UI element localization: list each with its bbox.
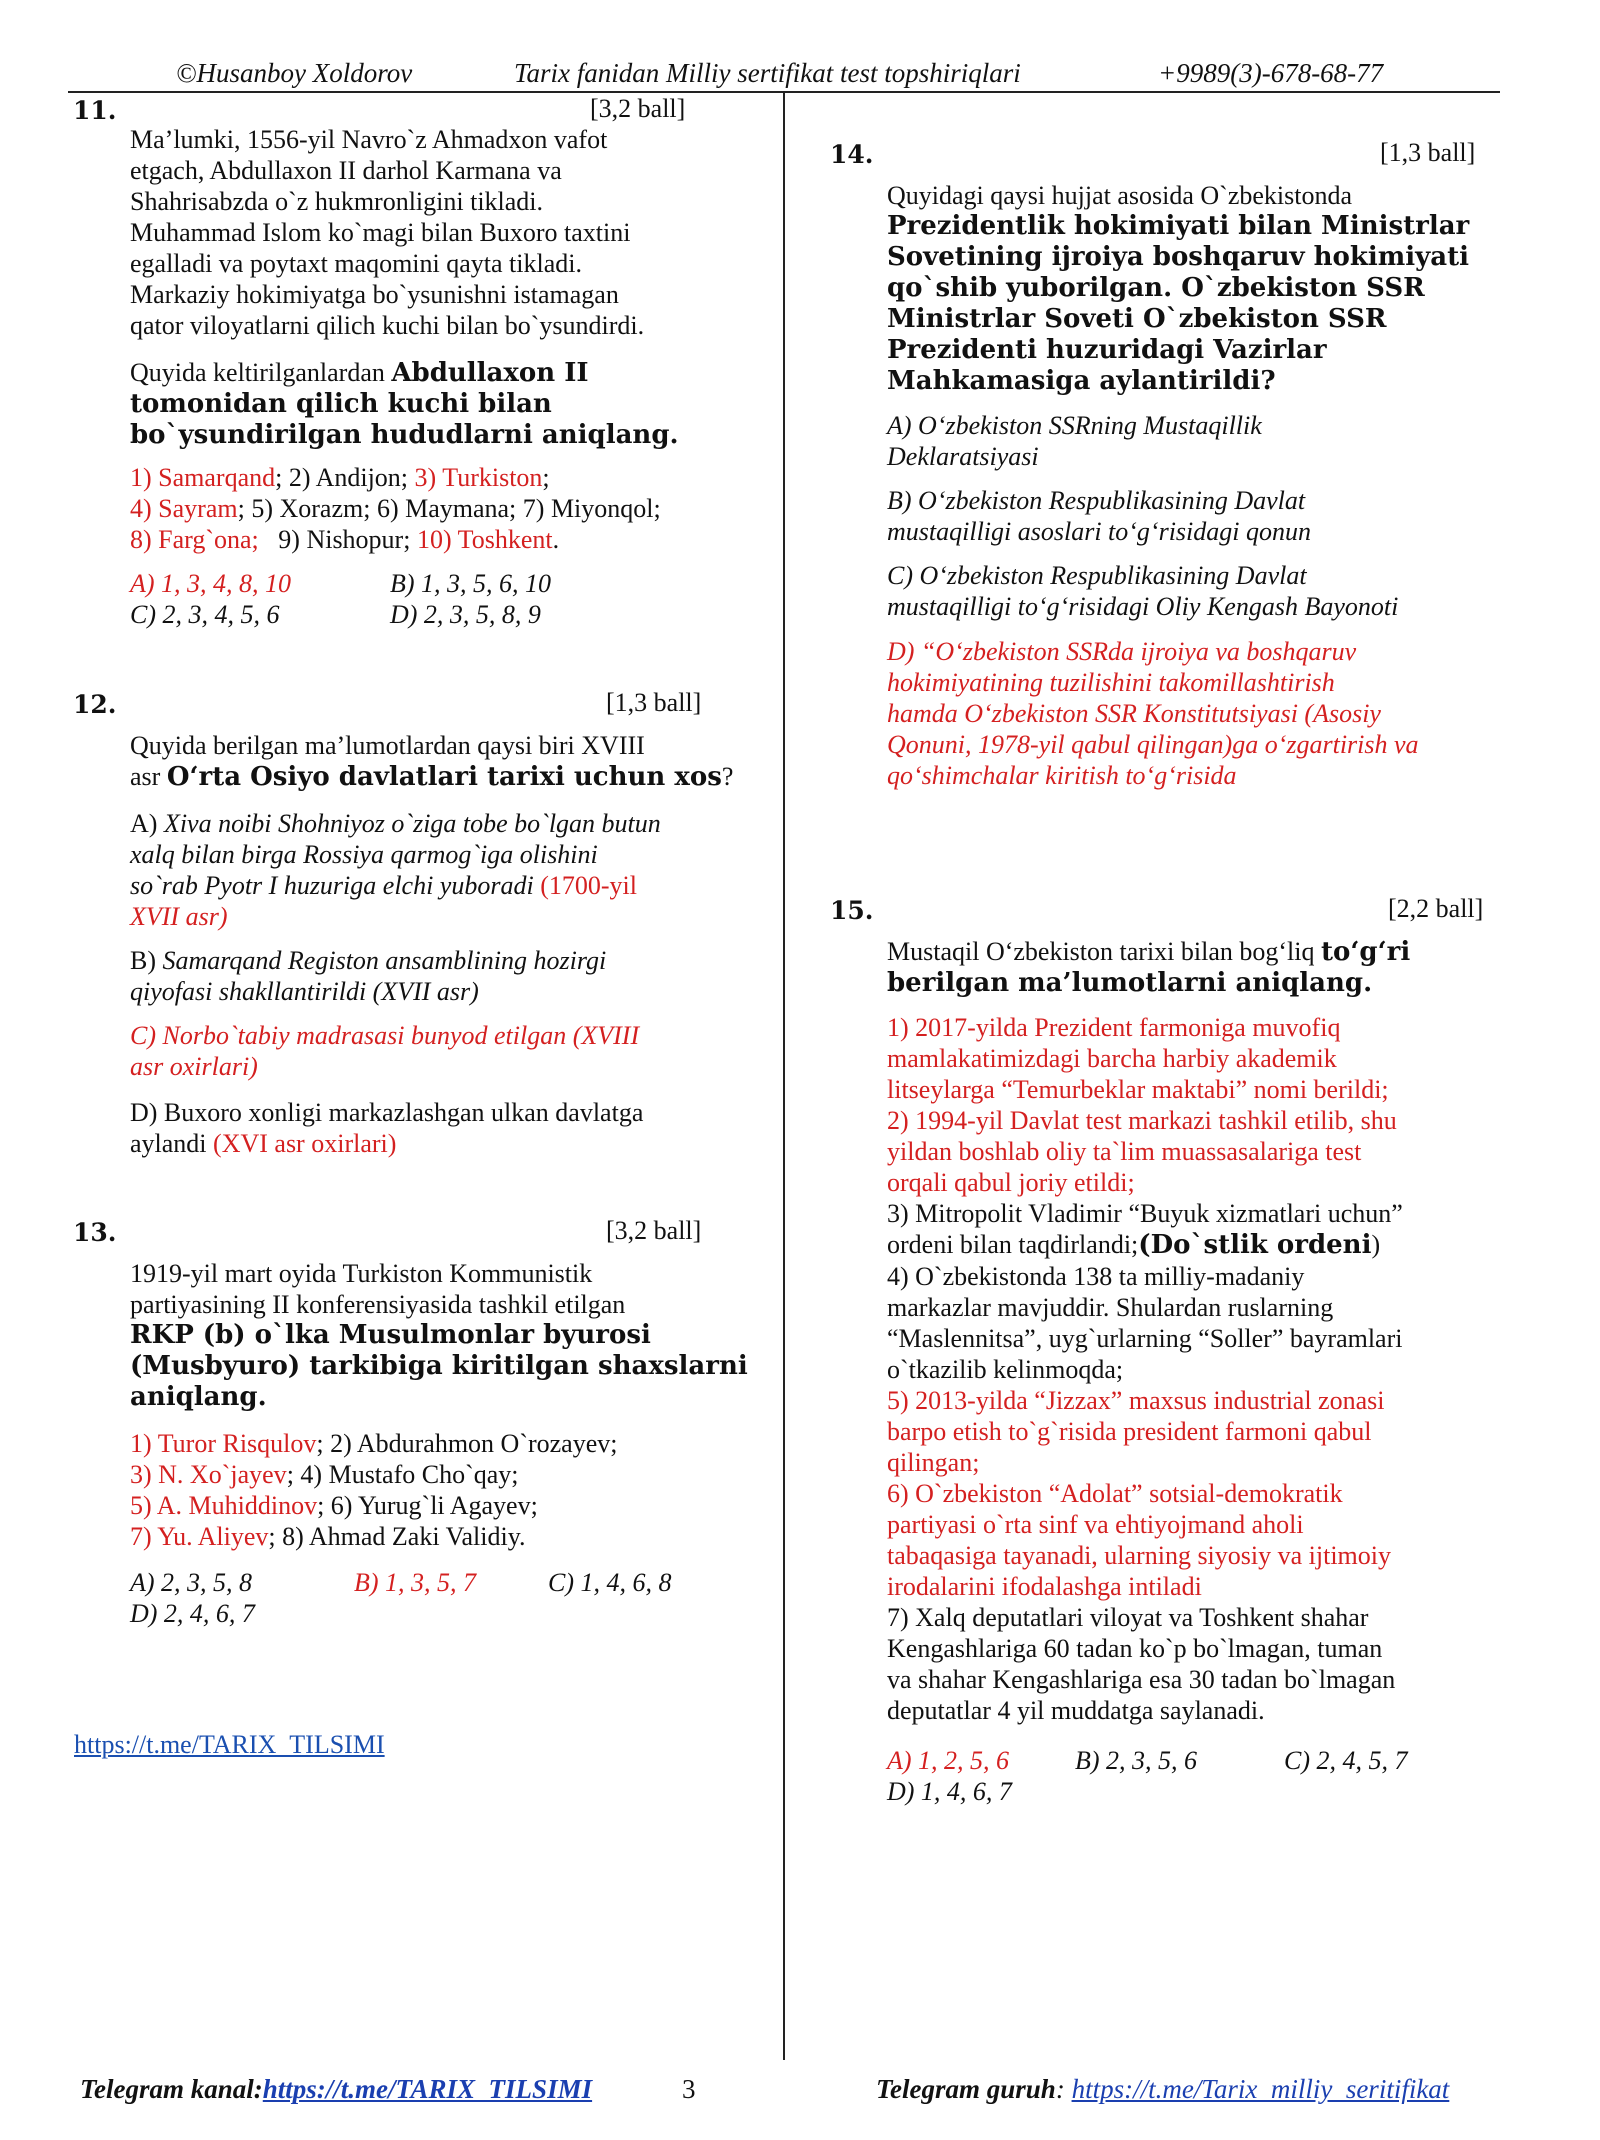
option-text: hokimiyatining tuzilishini takomillashtirish (887, 668, 1335, 697)
option-c[interactable] (887, 560, 1398, 622)
list-item: ; (542, 463, 550, 492)
option-c[interactable]: C) 1, 4, 6, 8 (548, 1568, 672, 1597)
option-text: aylandi (130, 1129, 214, 1158)
list-item: ; 4) Mustafo Cho`qay; (286, 1460, 519, 1489)
statement-line: irodalarini ifodalashga intiladi (887, 1572, 1202, 1601)
option-d[interactable] (887, 636, 1419, 791)
prompt-bold: Mahkamasiga aylantirildi? (887, 366, 1276, 396)
list-item: ; 8) Ahmad Zaki Validiy. (268, 1522, 526, 1551)
prompt-bold: O‘rta Osiyo davlatlari tarixi uchun xos (166, 762, 722, 792)
statement-line: 6) O`zbekiston “Adolat” sotsial-demokratik (887, 1479, 1343, 1508)
question-13-number: 13. (73, 1218, 117, 1247)
option-c[interactable]: C) 2, 4, 5, 7 (1284, 1746, 1408, 1775)
prompt-bold: Abdullaxon II (391, 358, 589, 388)
list-item: 10) Toshkent (416, 525, 553, 554)
prompt-bold: Prezidentlik hokimiyati bilan Ministrlar (887, 211, 1470, 241)
statement-line: deputatlar 4 yil muddatga saylanadi. (887, 1696, 1265, 1725)
option-note: (1700-yil (540, 871, 637, 900)
question-14-number: 14. (830, 140, 874, 169)
list-item: 8) Farg`ona; (130, 525, 259, 554)
option-note: (XVI asr oxirlari) (213, 1129, 397, 1158)
option-text: qo‘shimchalar kiritish to‘g‘risida (887, 761, 1237, 790)
list-item: ; 2) Abdurahmon O`rozayev; (316, 1429, 618, 1458)
question-11-items (130, 462, 661, 555)
option-a[interactable]: A) 1, 2, 5, 6 (887, 1746, 1010, 1775)
statement-line: 7) Xalq deputatlari viloyat va Toshkent shahar (887, 1603, 1369, 1632)
question-15-statements (887, 1012, 1403, 1726)
statement-line: 2) 1994-yil Davlat test markazi tashkil etilib, shu (887, 1106, 1397, 1135)
question-13-items (130, 1428, 617, 1552)
question-13-prompt (130, 1258, 748, 1413)
option-label: B) (130, 946, 163, 975)
question-13-score: [3,2 ball] (606, 1216, 702, 1245)
list-item: 1) Samarqand (130, 463, 276, 492)
option-a[interactable] (887, 410, 1262, 472)
question-15-prompt (887, 936, 1410, 999)
prompt-bold: aniqlang. (130, 1382, 267, 1412)
option-text: C) Norbo`tabiy madrasasi bunyod etilgan (XVIII (130, 1021, 640, 1050)
prompt-text: Mustaqil O‘zbekiston tarixi bilan bog‘liq (887, 937, 1321, 966)
footer-channel (80, 2074, 592, 2105)
footer-group-link[interactable]: https://t.me/Tarix_milliy_seritifikat (1071, 2074, 1450, 2104)
statement-line: “Maslennitsa”, uyg`urlarning “Soller” bayramlari (887, 1324, 1403, 1353)
option-text: A) O‘zbekiston SSRning Mustaqillik (887, 411, 1262, 440)
statement-line: ordeni bilan taqdirlandi; (887, 1230, 1139, 1259)
prompt-bold: bo`ysundirilgan hududlarni aniqlang. (130, 420, 679, 450)
list-item: ; 5) Xorazm; 6) Maymana; 7) Miyonqol; (237, 494, 661, 523)
option-b[interactable]: B) 2, 3, 5, 6 (1075, 1746, 1198, 1775)
option-text: Samarqand Registon ansamblining hozirgi (162, 946, 607, 975)
prompt-text: partiyasining II konferensiyasida tashkil etilgan (130, 1290, 626, 1319)
telegram-link[interactable]: https://t.me/TARIX_TILSIMI (74, 1730, 385, 1759)
option-b[interactable]: B) 1, 3, 5, 6, 10 (390, 569, 552, 598)
prompt-bold: Sovetining ijroiya boshqaruv hokimiyati (887, 242, 1469, 272)
page-number: 3 (682, 2074, 696, 2104)
option-text: so`rab Pyotr I huzuriga elchi yuboradi (130, 871, 541, 900)
list-item: 4) Sayram (130, 494, 238, 523)
context-line: qator viloyatlarni qilich kuchi bilan bo`ysundirdi. (130, 311, 645, 340)
list-item: ; 2) Andijon; (275, 463, 415, 492)
question-14-prompt (887, 180, 1469, 397)
prompt-bold: Prezidenti huzuridagi Vazirlar (887, 335, 1327, 365)
prompt-bold: to‘g‘ri (1321, 937, 1411, 967)
statement-line: Kengashlariga 60 tadan ko`p bo`lmagan, tuman (887, 1634, 1383, 1663)
prompt-bold: qo`shib yuborilgan. O`zbekiston SSR (887, 273, 1425, 303)
statement-line: qilingan; (887, 1448, 980, 1477)
statement-line: 4) O`zbekistonda 138 ta milliy-madaniy (887, 1262, 1305, 1291)
list-item: 7) Yu. Aliyev (130, 1522, 269, 1551)
context-line: Ma’lumki, 1556-yil Navro`z Ahmadxon vafot (130, 125, 608, 154)
prompt-bold: (Musbyuro) tarkibiga kiritilgan shaxslarni (130, 1351, 748, 1381)
context-line: Markaziy hokimiyatga bo`ysunishni istamagan (130, 280, 619, 309)
option-text: B) O‘zbekiston Respublikasining Davlat (887, 486, 1306, 515)
question-14-score: [1,3 ball] (1380, 138, 1476, 167)
option-text: Deklaratsiyasi (887, 442, 1039, 471)
statement-line: mamlakatimizdagi barcha harbiy akademik (887, 1044, 1337, 1073)
statement-line: orqali qabul joriy etildi; (887, 1168, 1135, 1197)
option-text: mustaqilligi asoslari to‘g‘risidagi qonun (887, 517, 1311, 546)
question-15-score: [2,2 ball] (1388, 894, 1484, 923)
statement-line: o`tkazilib kelinmoqda; (887, 1355, 1124, 1384)
option-a[interactable]: A) 1, 3, 4, 8, 10 (130, 569, 292, 598)
list-item: 3) N. Xo`jayev (130, 1460, 287, 1489)
footer-channel-link[interactable]: https://t.me/TARIX_TILSIMI (262, 2074, 593, 2104)
list-item: 5) A. Muhiddinov (130, 1491, 318, 1520)
option-c[interactable]: C) 2, 3, 4, 5, 6 (130, 600, 280, 629)
question-12-prompt (130, 730, 733, 793)
context-line: egalladi va poytaxt maqomini qayta tikladi. (130, 249, 582, 278)
footer-group-colon: : (1055, 2074, 1072, 2104)
option-text: xalq bilan birga Rossiya qarmog`iga olishini (130, 840, 598, 869)
option-text: D) Buxoro xonligi markazlashgan ulkan davlatga (130, 1098, 644, 1127)
option-text: Xiva noibi Shohniyoz o`ziga tobe bo`lgan butun (163, 809, 661, 838)
option-text: C) O‘zbekiston Respublikasining Davlat (887, 561, 1307, 590)
option-d[interactable]: D) 2, 4, 6, 7 (130, 1599, 255, 1628)
option-b[interactable] (130, 945, 606, 1007)
statement-line: ) (1371, 1230, 1381, 1259)
prompt-bold: tomonidan qilich kuchi bilan (130, 389, 552, 419)
option-text: qiyofasi shakllantirildi (XVII asr) (130, 977, 479, 1006)
statement-line: 1) 2017-yilda Prezident farmoniga muvofiq (887, 1013, 1341, 1042)
statement-line: tabaqasiga tayanadi, ularning siyosiy va ijtimoiy (887, 1541, 1392, 1570)
question-15-number: 15. (830, 896, 874, 925)
context-line: Shahrisabzda o`z hukmronligini tikladi. (130, 187, 544, 216)
statement-line: partiyasi o`rta sinf va ehtiyojmand aholi (887, 1510, 1304, 1539)
statement-line: litseylarga “Temurbeklar maktabi” nomi berildi; (887, 1075, 1389, 1104)
prompt-text: Quyida keltirilganlardan (130, 358, 392, 387)
header-author: ©Husanboy Xoldorov (176, 58, 413, 88)
statement-line: barpo etish to`g`risida president farmoni qabul (887, 1417, 1372, 1446)
option-b[interactable]: B) 1, 3, 5, 7 (354, 1568, 477, 1597)
prompt-text: asr (130, 762, 167, 791)
header-phone: +9989(3)-678-68-77 (1158, 58, 1384, 88)
question-12-score: [1,3 ball] (606, 688, 702, 717)
footer-group-label: Telegram guruh (876, 2074, 1056, 2104)
prompt-text: ? (721, 762, 734, 791)
option-text: asr oxirlari) (130, 1052, 258, 1081)
question-11-prompt (130, 357, 679, 451)
question-12-number: 12. (73, 690, 117, 719)
prompt-bold: berilgan ma’lumotlarni aniqlang. (887, 968, 1373, 998)
option-d[interactable] (130, 1097, 643, 1159)
context-line: Muhammad Islom ko`magi bilan Buxoro taxtini (130, 218, 631, 247)
footer-channel-label: Telegram kanal: (80, 2074, 263, 2104)
footer-group (876, 2074, 1449, 2105)
statement-line: markazlar mavjuddir. Shulardan ruslarning (887, 1293, 1334, 1322)
prompt-text: Quyidagi qaysi hujjat asosida O`zbekistonda (887, 181, 1353, 210)
column-divider (783, 92, 785, 2060)
list-item: . (552, 525, 560, 554)
list-item: 3) Turkiston (414, 463, 543, 492)
option-a[interactable]: A) 2, 3, 5, 8 (130, 1568, 253, 1597)
list-item: 9) Nishopur; (258, 525, 417, 554)
option-note: XVII asr) (130, 902, 228, 931)
list-item: ; 6) Yurug`li Agayev; (317, 1491, 538, 1520)
statement-line: va shahar Kengashlariga esa 30 tadan bo`lmagan (887, 1665, 1396, 1694)
option-text: hamda O‘zbekiston SSR Konstitutsiyasi (Asosiy (887, 699, 1381, 728)
prompt-text: Quyida berilgan ma’lumotlardan qaysi biri XVIII (130, 731, 645, 760)
option-d[interactable]: D) 1, 4, 6, 7 (887, 1777, 1012, 1806)
option-text: Qonuni, 1978-yil qabul qilingan)ga o‘zgartirish va (887, 730, 1419, 759)
option-c[interactable] (130, 1020, 639, 1082)
option-text: mustaqilligi to‘g‘risidagi Oliy Kengash Bayonoti (887, 592, 1399, 621)
prompt-bold: Ministrlar Soveti O`zbekiston SSR (887, 304, 1387, 334)
question-11-number: 11. (73, 96, 117, 125)
list-item: 1) Turor Risqulov (130, 1429, 317, 1458)
option-a[interactable] (130, 808, 661, 932)
statement-line: yildan boshlab oliy ta`lim muassasalariga test (887, 1137, 1362, 1166)
option-label: A) (130, 809, 164, 838)
statement-note: (Do`stlik ordeni (1138, 1230, 1372, 1260)
question-11-score: [3,2 ball] (590, 94, 686, 123)
statement-line: 5) 2013-yilda “Jizzax” maxsus industrial zonasi (887, 1386, 1385, 1415)
context-line: etgach, Abdullaxon II darhol Karmana va (130, 156, 562, 185)
option-d[interactable]: D) 2, 3, 5, 8, 9 (390, 600, 541, 629)
statement-line: 3) Mitropolit Vladimir “Buyuk xizmatlari uchun” (887, 1199, 1403, 1228)
header-title: Tarix fanidan Milliy sertifikat test topshiriqlari (514, 58, 1021, 88)
question-11-context (130, 124, 644, 341)
prompt-text: 1919-yil mart oyida Turkiston Kommunistik (130, 1259, 593, 1288)
option-b[interactable] (887, 485, 1311, 547)
prompt-bold: RKP (b) o`lka Musulmonlar byurosi (130, 1320, 651, 1350)
option-text: D) “O‘zbekiston SSRda ijroiya va boshqaruv (887, 637, 1357, 666)
